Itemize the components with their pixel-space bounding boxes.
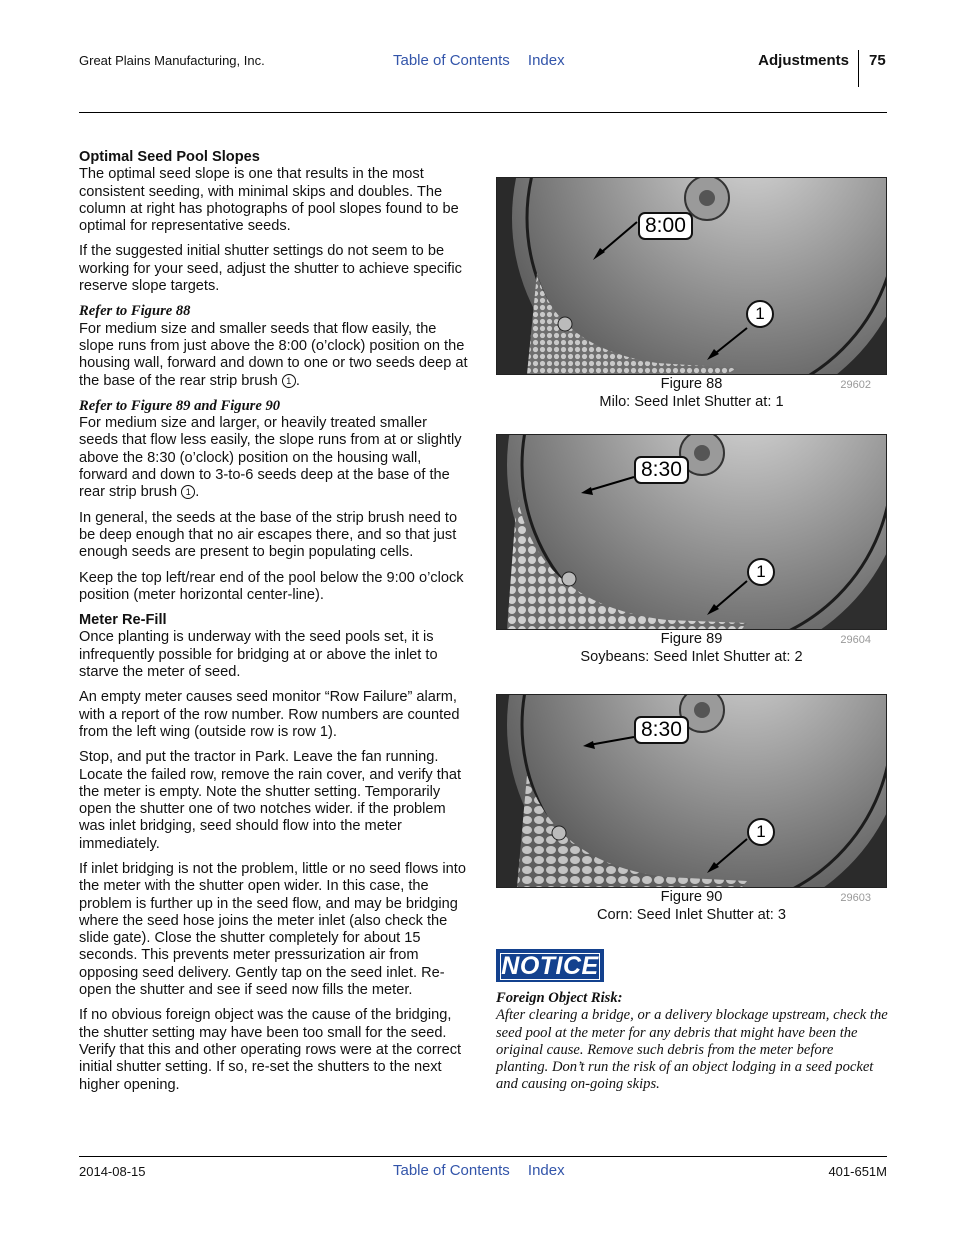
photo-illustration: [497, 695, 886, 887]
toc-link[interactable]: Table of Contents: [393, 52, 510, 69]
figure-reference: Refer to Figure 89 and Figure 90: [79, 397, 281, 414]
paragraph: For medium size and larger, or heavily treated smaller seeds that flow less easily, the slope runs from at or slightly above the 8:30 (o’clock) position on the housing wall, forward and down to 3-to-6 seeds deep at the base of the rear strip brush 1 .: [79, 415, 462, 501]
notice-badge-text: NOTICE: [501, 952, 599, 980]
seed-meter-photo: [496, 434, 887, 630]
figure-90: [496, 694, 887, 924]
figure-label: Figure 89: [660, 631, 723, 647]
paragraph: If inlet bridging is not the problem, little or no seed flows into the meter with the shutter open wider. In this case, the problem is further up in the seed flow, and may be bridging where the seed hose joins the meter inlet (also check the slide gate). Close the shutter completely for about 15 seconds. This prevents meter pressurization air from opposing seed delivery. Gently tap on the seed inlet. Re-open the shutter and see if seed now fills the meter.: [79, 860, 466, 999]
figure-label: Figure 88: [660, 376, 723, 392]
callout-number: 1: [282, 374, 296, 388]
notice-badge: [496, 949, 604, 982]
page-number: 75: [869, 52, 886, 69]
footer-nav: [393, 1162, 579, 1179]
paragraph: For medium size and smaller seeds that flow easily, the slope runs from just above the 8:00 (o’clock) position on the housing wall, forward and down to one or two seeds deep at the base of the rear strip brush 1 .: [79, 320, 468, 389]
seed-meter-photo: [496, 177, 887, 375]
clock-position-label: 8:30: [634, 716, 689, 744]
clock-position-label: 8:00: [638, 212, 693, 240]
callout-number: 1: [181, 485, 195, 499]
photo-illustration: [497, 178, 886, 374]
document-number: 401-651M: [828, 1164, 887, 1179]
heading-meter-refill: Meter Re-Fill: [79, 612, 167, 629]
callout-number: 1: [747, 818, 775, 846]
paragraph-text: For medium size and larger, or heavily treated smaller seeds that flow less easily, the slope runs from at or slightly above the 8:30 (o’clock) position on the housing wall, forward and down to 3-to-6 seeds deep at the base of the rear strip brush: [79, 415, 462, 501]
photo-illustration: [497, 435, 886, 629]
image-code: 29604: [840, 634, 871, 646]
figure-caption: [496, 888, 887, 924]
toc-link[interactable]: Table of Contents: [393, 1162, 510, 1179]
section-title: Adjustments: [758, 52, 849, 69]
paragraph: Once planting is underway with the seed pools set, it is infrequently possible for bridging at or above the inlet to starve the meter of seed.: [79, 629, 438, 681]
figure-reference: Refer to Figure 88: [79, 303, 191, 320]
figure-title: Milo: Seed Inlet Shutter at: 1: [599, 394, 784, 410]
paragraph: The optimal seed slope is one that results in the most consistent seeding, with minimal skips and doubles. The column at right has photographs of pool slopes found to be optimal for representative seeds.: [79, 166, 459, 235]
company-name: Great Plains Manufacturing, Inc.: [79, 53, 265, 68]
image-code: 29602: [840, 379, 871, 391]
figure-88: [496, 177, 887, 411]
paragraph: In general, the seeds at the base of the strip brush need to be deep enough that no air escapes there, and so that just enough seeds are present to begin populating cells.: [79, 509, 458, 561]
figure-label: Figure 90: [660, 889, 723, 905]
paragraph: Stop, and put the tractor in Park. Leave the fan running. Locate the failed row, remove the rain cover, and verify that the meter is empty. Note the shutter setting. Temporarily open the shutter one of two notches wider. if the problem was inlet bridging, seed should flow into the meter immediately.: [79, 749, 462, 852]
header-nav: [393, 52, 579, 69]
paragraph: Keep the top left/rear end of the pool below the 9:00 o’clock position (meter horizontal center-line).: [79, 569, 464, 603]
body-text-column: [79, 149, 469, 1102]
index-link[interactable]: Index: [527, 1162, 565, 1179]
notice-text: [496, 990, 888, 1094]
footer-rule: [79, 1156, 887, 1157]
clock-position-label: 8:30: [634, 456, 689, 484]
heading-seed-pool-slopes: Optimal Seed Pool Slopes: [79, 149, 260, 165]
index-link[interactable]: Index: [527, 52, 565, 69]
header-rule: [79, 112, 887, 113]
figure-89: [496, 434, 887, 666]
figure-title: Corn: Seed Inlet Shutter at: 3: [596, 907, 787, 923]
image-code: 29603: [840, 892, 871, 904]
notice-title: Foreign Object Risk:: [496, 990, 623, 1006]
paragraph: An empty meter causes seed monitor “Row Failure” alarm, with a report of the row number. Row numbers are counted from the left wing (outside row is row 1).: [79, 689, 460, 740]
seed-meter-photo: [496, 694, 887, 888]
footer-date: 2014-08-15: [79, 1164, 146, 1179]
paragraph-text: For medium size and smaller seeds that flow easily, the slope runs from just above the 8:00 (o’clock) position on the housing wall, forward and down to one or two seeds deep at the base of the rear strip brush: [79, 320, 468, 389]
paragraph: If no obvious foreign object was the cause of the bridging, the shutter setting may have been too small for the seed. Verify that this and other operating rows were at the correct initial shutter setting. If so, re-set the shutters to the next higher opening.: [79, 1007, 462, 1093]
figure-title: Soybeans: Seed Inlet Shutter at: 2: [580, 649, 803, 665]
paragraph: If the suggested initial shutter settings do not seem to be working for your seed, adjust the shutter to achieve specific reserve slope targets.: [79, 243, 462, 295]
header-divider: [858, 50, 859, 87]
figure-caption: [496, 630, 887, 666]
callout-number: 1: [746, 300, 774, 328]
figure-caption: [496, 375, 887, 411]
callout-number: 1: [747, 558, 775, 586]
notice-body: After clearing a bridge, or a delivery blockage upstream, check the seed pool at the meter for any debris that might have been the original cause. Remove such debris from the meter before planting. Don’t run the risk of an object lodging in a seed pocket and causing on-going skips.: [496, 1007, 888, 1093]
